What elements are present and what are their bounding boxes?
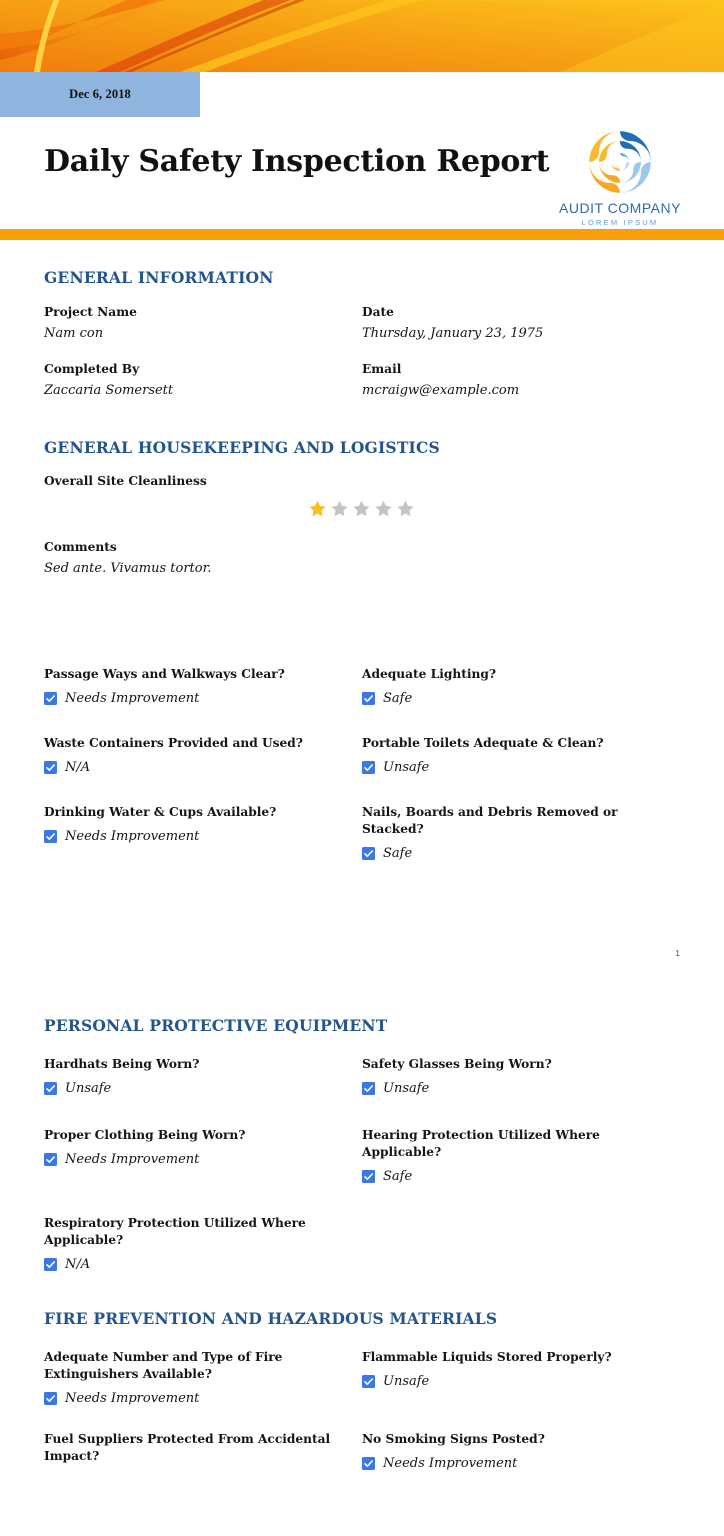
report-date-chip: Dec 6, 2018 <box>0 72 200 117</box>
question-text: Passage Ways and Walkways Clear? <box>44 667 285 681</box>
document-body <box>0 240 724 1472</box>
answer-label: Unsafe <box>65 1081 112 1096</box>
question-answer[interactable] <box>362 1373 664 1390</box>
question-answer[interactable] <box>362 1168 664 1185</box>
question-text: Portable Toilets Adequate & Clean? <box>362 736 604 750</box>
checkbox-checked-icon[interactable] <box>44 830 57 843</box>
question-text: No Smoking Signs Posted? <box>362 1432 545 1446</box>
question-text: Fuel Suppliers Protected From Accidental Impact? <box>44 1432 331 1463</box>
question-answer[interactable] <box>362 1080 664 1097</box>
field-label: Completed By <box>44 362 140 376</box>
checkbox-checked-icon[interactable] <box>44 1392 57 1405</box>
header-banner <box>0 0 724 72</box>
question-text: Adequate Lighting? <box>362 667 497 681</box>
field-value: Nam con <box>44 326 104 341</box>
answer-label: Safe <box>383 846 413 861</box>
banner-swirl-graphic <box>0 0 724 72</box>
question-item <box>362 1127 680 1185</box>
field-date <box>362 304 680 343</box>
checkbox-checked-icon[interactable] <box>44 1153 57 1166</box>
checkbox-checked-icon[interactable] <box>362 1170 375 1183</box>
question-answer[interactable] <box>44 690 346 707</box>
section-heading-ppe: PERSONAL PROTECTIVE EQUIPMENT <box>44 1016 388 1035</box>
question-answer[interactable] <box>362 690 664 707</box>
question-text: Hardhats Being Worn? <box>44 1057 200 1071</box>
swirl-logo-icon <box>585 127 655 197</box>
question-answer[interactable] <box>44 1151 346 1168</box>
question-grid-fire-prevention <box>44 1349 680 1472</box>
question-answer[interactable] <box>44 759 346 776</box>
answer-label: Safe <box>383 691 413 706</box>
question-item <box>44 666 362 707</box>
rating-label: Overall Site Cleanliness <box>44 474 207 488</box>
question-item <box>362 735 680 776</box>
question-answer[interactable] <box>362 1455 664 1472</box>
page-number: 1 <box>675 948 680 958</box>
question-answer[interactable] <box>44 1256 346 1273</box>
checkbox-checked-icon[interactable] <box>44 1082 57 1095</box>
answer-label: Unsafe <box>383 1081 430 1096</box>
question-item <box>44 1127 362 1185</box>
answer-label: N/A <box>65 760 91 775</box>
question-text: Respiratory Protection Utilized Where Applicable? <box>44 1216 306 1247</box>
comments-block <box>44 539 680 578</box>
site-cleanliness-star-rating[interactable] <box>308 499 680 518</box>
field-label: Email <box>362 362 402 376</box>
title-zone <box>0 117 724 229</box>
question-grid-housekeeping <box>44 666 680 862</box>
answer-label: Needs Improvement <box>65 691 200 706</box>
comments-label: Comments <box>44 540 117 554</box>
logo-tagline: LOREM IPSUM <box>581 218 659 227</box>
page-title: Daily Safety Inspection Report <box>44 144 550 179</box>
field-value: Thursday, January 23, 1975 <box>362 326 544 341</box>
star-icon-5[interactable] <box>396 499 415 518</box>
checkbox-checked-icon[interactable] <box>362 1457 375 1470</box>
question-item <box>362 804 680 862</box>
question-answer[interactable] <box>44 1080 346 1097</box>
question-text: Hearing Protection Utilized Where Applicable? <box>362 1128 600 1159</box>
checkbox-checked-icon[interactable] <box>362 847 375 860</box>
star-icon-1[interactable] <box>308 499 327 518</box>
section-heading-general-information: GENERAL INFORMATION <box>44 268 274 287</box>
question-item <box>44 1349 362 1407</box>
field-value: Zaccaria Somersett <box>44 383 174 398</box>
date-chip-row <box>0 72 724 117</box>
question-text: Proper Clothing Being Worn? <box>44 1128 246 1142</box>
question-item <box>44 1431 362 1472</box>
star-icon-2[interactable] <box>330 499 349 518</box>
answer-label: Needs Improvement <box>65 829 200 844</box>
question-grid-ppe <box>44 1056 680 1273</box>
question-item <box>44 1215 362 1273</box>
star-icon-3[interactable] <box>352 499 371 518</box>
question-item <box>362 666 680 707</box>
star-icon-4[interactable] <box>374 499 393 518</box>
checkbox-checked-icon[interactable] <box>44 692 57 705</box>
comments-value: Sed ante. Vivamus tortor. <box>44 561 212 576</box>
question-answer[interactable] <box>44 828 346 845</box>
question-item <box>362 1056 680 1097</box>
question-text: Drinking Water & Cups Available? <box>44 805 277 819</box>
question-answer[interactable] <box>362 759 664 776</box>
answer-label: N/A <box>65 1257 91 1272</box>
question-item <box>44 804 362 862</box>
checkbox-checked-icon[interactable] <box>362 692 375 705</box>
orange-divider-rule <box>0 229 724 240</box>
question-text: Safety Glasses Being Worn? <box>362 1057 552 1071</box>
checkbox-checked-icon[interactable] <box>44 1258 57 1271</box>
field-completed-by <box>44 361 362 400</box>
question-item <box>44 1056 362 1097</box>
company-logo <box>541 127 699 227</box>
answer-label: Unsafe <box>383 760 430 775</box>
answer-label: Needs Improvement <box>383 1456 518 1471</box>
question-text: Flammable Liquids Stored Properly? <box>362 1350 612 1364</box>
field-label: Date <box>362 305 394 319</box>
rating-block <box>44 473 680 518</box>
checkbox-checked-icon[interactable] <box>44 761 57 774</box>
checkbox-checked-icon[interactable] <box>362 761 375 774</box>
section-heading-general-housekeeping: GENERAL HOUSEKEEPING AND LOGISTICS <box>44 438 440 457</box>
logo-company-name: AUDIT COMPANY <box>559 200 681 216</box>
question-answer[interactable] <box>44 1390 346 1407</box>
question-item <box>362 1431 680 1472</box>
answer-label: Needs Improvement <box>65 1152 200 1167</box>
field-project-name <box>44 304 362 343</box>
checkbox-checked-icon[interactable] <box>362 1375 375 1388</box>
checkbox-checked-icon[interactable] <box>362 1082 375 1095</box>
question-text: Waste Containers Provided and Used? <box>44 736 303 750</box>
field-label: Project Name <box>44 305 137 319</box>
question-item <box>44 735 362 776</box>
answer-label: Unsafe <box>383 1374 430 1389</box>
question-answer[interactable] <box>362 845 664 862</box>
question-item <box>362 1349 680 1407</box>
question-text: Nails, Boards and Debris Removed or Stacked? <box>362 805 618 836</box>
answer-label: Needs Improvement <box>65 1391 200 1406</box>
field-email <box>362 361 680 400</box>
answer-label: Safe <box>383 1169 413 1184</box>
field-value: mcraigw@example.com <box>362 383 520 398</box>
question-text: Adequate Number and Type of Fire Extinguishers Available? <box>44 1350 283 1381</box>
section-heading-fire-prevention: FIRE PREVENTION AND HAZARDOUS MATERIALS <box>44 1309 498 1328</box>
